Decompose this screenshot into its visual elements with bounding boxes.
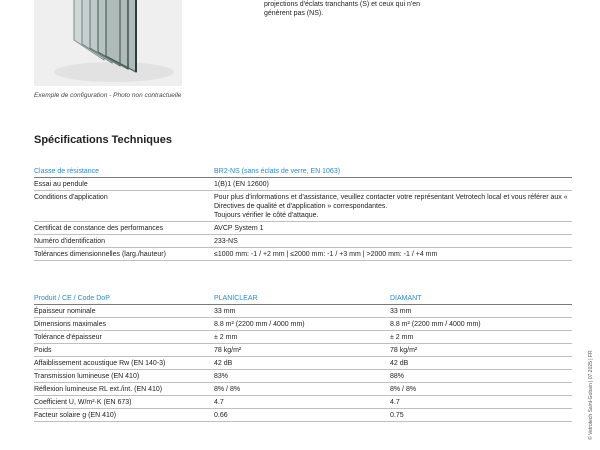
copyright-notice: © Vetrotech Saint-Gobain | 07.2025 | FR xyxy=(588,350,594,440)
row-label: Conditions d'application xyxy=(34,191,214,222)
row-value xyxy=(214,191,572,222)
row-label: Épaisseur nominale xyxy=(34,305,214,318)
header-cell: Produit / CE / Code DoP xyxy=(34,292,214,305)
side-note xyxy=(264,0,444,18)
planiclear-value: 0.66 xyxy=(214,409,390,422)
row-value: 233-NS xyxy=(214,235,572,248)
planiclear-value: 8% / 8% xyxy=(214,383,390,396)
planiclear-value: 8.8 m² (2200 mm / 4000 mm) xyxy=(214,318,390,331)
table-row xyxy=(34,222,572,235)
row-value: 1(B)1 (EN 12600) xyxy=(214,178,572,191)
header-cell: Classe de résistance xyxy=(34,165,214,178)
row-label: Coefficient U, W/m²·K (EN 673) xyxy=(34,396,214,409)
planiclear-value: ± 2 mm xyxy=(214,331,390,344)
resistance-spec-table xyxy=(34,165,572,261)
diamant-value: 33 mm xyxy=(390,305,572,318)
row-label: Transmission lumineuse (EN 410) xyxy=(34,370,214,383)
row-value: AVCP System 1 xyxy=(214,222,572,235)
row-label: Dimensions maximales xyxy=(34,318,214,331)
table-row xyxy=(34,383,572,396)
table-row xyxy=(34,235,572,248)
row-value: ≤1000 mm: -1 / +2 mm | ≤2000 mm: -1 / +3 mm | >2000 mm: -1 / +4 mm xyxy=(214,248,572,261)
row-label: Certificat de constance des performances xyxy=(34,222,214,235)
diamant-value: 0.75 xyxy=(390,409,572,422)
diamant-value: 42 dB xyxy=(390,357,572,370)
planiclear-value: 42 dB xyxy=(214,357,390,370)
diamant-value: 88% xyxy=(390,370,572,383)
diamant-value: 78 kg/m² xyxy=(390,344,572,357)
planiclear-value: 4.7 xyxy=(214,396,390,409)
planiclear-value: 33 mm xyxy=(214,305,390,318)
table-row xyxy=(34,396,572,409)
table-row xyxy=(34,318,572,331)
section-title: Spécifications Techniques xyxy=(34,134,172,146)
row-label: Facteur solaire g (EN 410) xyxy=(34,409,214,422)
row-label: Tolérances dimensionnelles (larg./hauteur) xyxy=(34,248,214,261)
side-note-line-2: génèrent pas (NS). xyxy=(264,10,324,17)
row-label: Poids xyxy=(34,344,214,357)
table-header-row xyxy=(34,165,572,178)
table-row xyxy=(34,248,572,261)
table-row xyxy=(34,344,572,357)
photo-caption: Exemple de configuration - Photo non contractuelle xyxy=(34,92,182,99)
diamant-value: 4.7 xyxy=(390,396,572,409)
product-spec-table xyxy=(34,292,572,422)
table-row xyxy=(34,191,572,222)
row-label: Essai au pendule xyxy=(34,178,214,191)
row-label: Tolérance d'épaisseur xyxy=(34,331,214,344)
header-cell: BR2-NS (sans éclats de verre, EN 1063) xyxy=(214,165,572,178)
table-row xyxy=(34,357,572,370)
table-row xyxy=(34,331,572,344)
row-value-line: Pour plus d'informations et d'assistance, veuillez contacter votre représentant Vetrotech local et vous référer aux « Directives de qualité et d'application » correspondantes. xyxy=(214,193,568,210)
header-cell: DIAMANT xyxy=(390,292,572,305)
diamant-value: 8.8 m² (2200 mm / 4000 mm) xyxy=(390,318,572,331)
row-label: Affaiblissement acoustique Rw (EN 140-3) xyxy=(34,357,214,370)
header-cell: PLANICLEAR xyxy=(214,292,390,305)
planiclear-value: 78 kg/m² xyxy=(214,344,390,357)
diamant-value: ± 2 mm xyxy=(390,331,572,344)
table-header-row xyxy=(34,292,572,305)
row-label: Numéro d'identification xyxy=(34,235,214,248)
table-row xyxy=(34,305,572,318)
side-note-line-1: projections d'éclats tranchants (S) et ceux qui n'en xyxy=(264,1,420,8)
product-photo xyxy=(34,0,182,86)
row-value-line: Toujours vérifier le côté d'attaque. xyxy=(214,211,319,219)
table-row xyxy=(34,178,572,191)
diamant-value: 8% / 8% xyxy=(390,383,572,396)
glass-panes-illustration xyxy=(34,0,182,86)
table-row xyxy=(34,370,572,383)
table-row xyxy=(34,409,572,422)
planiclear-value: 83% xyxy=(214,370,390,383)
row-label: Réflexion lumineuse RL ext./int. (EN 410) xyxy=(34,383,214,396)
